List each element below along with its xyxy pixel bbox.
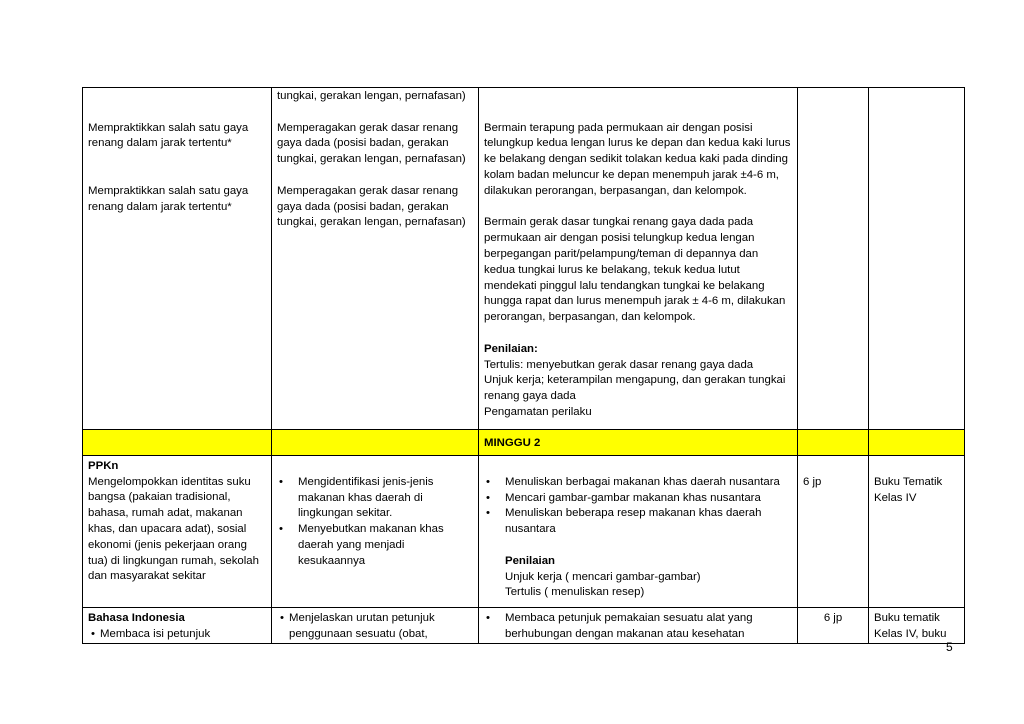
source-cell	[869, 455, 965, 607]
time-cell	[798, 88, 869, 430]
table-row	[83, 608, 965, 644]
table-row	[83, 88, 965, 430]
activity-list	[484, 611, 792, 643]
source-cell	[869, 608, 965, 644]
list-item: • Membaca isi petunjuk	[88, 627, 266, 643]
activity-cell	[479, 608, 798, 644]
list-item: • Mencari gambar-gambar makanan khas nusantara	[484, 491, 792, 507]
time-value: 6 jp	[823, 612, 843, 625]
list-item: • Menuliskan beberapa resep makanan khas daerah nusantara	[484, 506, 792, 538]
week-cell	[479, 429, 798, 455]
source-cell	[869, 88, 965, 430]
material-list	[277, 475, 473, 570]
material-text: Memperagakan gerak dasar renang gaya dada (posisi badan, gerakan tungkai, gerakan lengan, pernafasan)	[277, 121, 466, 166]
material-text: Memperagakan gerak dasar renang gaya dada (posisi badan, gerakan tungkai, gerakan lengan, pernafasan)	[277, 184, 466, 229]
time-cell	[798, 608, 869, 644]
week-cell	[83, 429, 272, 455]
material-cell	[272, 608, 479, 644]
competency-cell	[83, 455, 272, 607]
week-cell	[869, 429, 965, 455]
assessment-item: Unjuk kerja; keterampilan mengapung, dan gerakan tungkai renang gaya dada	[484, 374, 786, 403]
material-list	[277, 611, 473, 643]
week-cell	[272, 429, 479, 455]
activity-cell	[479, 88, 798, 430]
list-item: • Mengidentifikasi jenis-jenis makanan khas daerah di lingkungan sekitar.	[277, 475, 473, 522]
activity-list	[484, 475, 792, 538]
activity-text: Bermain gerak dasar tungkai renang gaya dada pada permukaan air dengan posisi telungkup kedua lengan berpegangan parit/pelampung/teman di depannya dan kedua tungkai lurus ke belakang, tekuk kedua lutut mendekati pinggul lalu tendangkan tungkai ke belakang hungga rapat dan lurus menempuh jarak ± 4-6 m, dilakukan perorangan, berpasangan, dan kelompok.	[484, 216, 786, 324]
list-item: • Membaca petunjuk pemakaian sesuatu alat yang berhubungan dengan makanan atau kesehatan	[484, 611, 792, 643]
material-cell	[272, 455, 479, 607]
assessment-item: Tertulis ( menuliskan resep)	[505, 586, 645, 599]
material-cell	[272, 88, 479, 430]
source-text: Buku tematik Kelas IV, buku	[874, 612, 947, 640]
subject-title: PPKn	[88, 459, 119, 472]
assessment-label: Penilaian:	[484, 342, 538, 355]
list-item: • Menyebutkan makanan khas daerah yang menjadi kesukaannya	[277, 522, 473, 569]
competency-list	[88, 627, 266, 643]
table-row	[83, 455, 965, 607]
subject-title: Bahasa Indonesia	[88, 612, 185, 625]
list-item: • Menuliskan berbagai makanan khas daerah nusantara	[484, 475, 792, 491]
activity-cell	[479, 455, 798, 607]
assessment-item: Pengamatan perilaku	[484, 405, 592, 418]
time-cell	[798, 455, 869, 607]
time-value: 6 jp	[803, 475, 822, 488]
assessment-item: Tertulis: menyebutkan gerak dasar renang gaya dada	[484, 358, 754, 371]
syllabus-table	[82, 87, 965, 644]
competency-text: Mempraktikkan salah satu gaya renang dalam jarak tertentu*	[88, 184, 249, 213]
competency-cell	[83, 608, 272, 644]
competency-cell	[83, 88, 272, 430]
activity-text: Bermain terapung pada permukaan air dengan posisi telungkup kedua lengan lurus ke depan dan kedua kaki lurus ke belakang dengan sedikit tolakan kedua kaki pada dinding kolam badan meluncur ke depan menempuh jarak ±4-6 m, dilakukan perorangan, berpasangan, dan kelompok.	[484, 121, 791, 197]
week-label: MINGGU 2	[484, 436, 541, 449]
week-cell	[798, 429, 869, 455]
assessment-item: Unjuk kerja ( mencari gambar-gambar)	[505, 570, 701, 583]
competency-text: Mempraktikkan salah satu gaya renang dalam jarak tertentu*	[88, 121, 249, 150]
week-row	[83, 429, 965, 455]
assessment-label: Penilaian	[505, 554, 556, 567]
source-text: Buku Tematik Kelas IV	[874, 475, 943, 504]
page-number: 5	[946, 640, 953, 654]
list-item: • Menjelaskan urutan petunjuk penggunaan sesuatu (obat,	[277, 611, 473, 643]
competency-text: Mengelompokkan identitas suku bangsa (pakaian tradisional, bahasa, rumah adat, makanan khas, dan upacara adat), sosial ekonomi (jenis pekerjaan orang tua) di lingkungan rumah, sekolah dan masyarakat sekitar	[88, 475, 259, 583]
material-text: tungkai, gerakan lengan, pernafasan)	[277, 90, 466, 102]
